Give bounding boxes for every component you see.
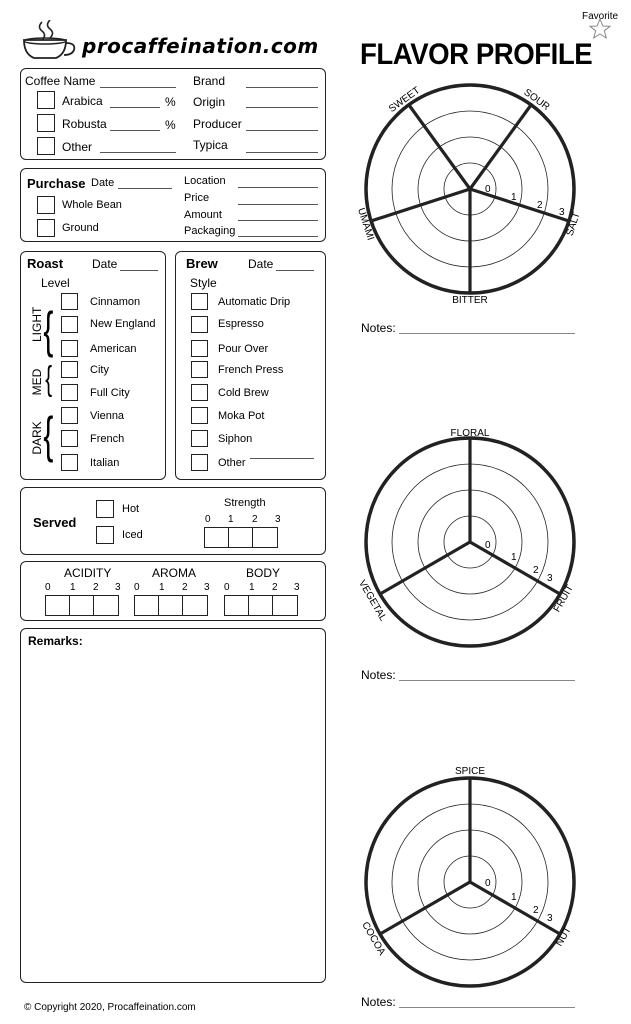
- brew-cold-brew-label: Cold Brew: [218, 387, 269, 399]
- strength-scale-1: 1: [228, 514, 234, 525]
- iced-checkbox[interactable]: [96, 526, 114, 544]
- arabica-label: Arabica: [62, 94, 103, 108]
- roast-new-england-label: New England: [90, 318, 156, 330]
- whole-bean-label: Whole Bean: [62, 199, 122, 211]
- brew-title: Brew: [186, 256, 218, 271]
- logo-text: procaffeination.com: [82, 34, 319, 58]
- packaging-field[interactable]: [238, 236, 318, 237]
- dark-brace: {: [43, 407, 54, 463]
- med-brace: {: [45, 360, 53, 398]
- coffee-name-field[interactable]: [100, 87, 176, 88]
- whole-bean-checkbox[interactable]: [37, 196, 55, 214]
- aroma-scale-0: 0: [134, 582, 140, 593]
- wheel2-label-floral: FLORAL: [450, 428, 490, 439]
- roast-american-label: American: [90, 343, 137, 355]
- roast-city-label: City: [90, 364, 109, 376]
- strength-rating-boxes[interactable]: [204, 527, 278, 548]
- brew-espresso-label: Espresso: [218, 318, 264, 330]
- roast-american-checkbox[interactable]: [61, 340, 78, 357]
- arabica-percent-field[interactable]: [110, 107, 160, 108]
- roast-italian-label: Italian: [90, 457, 120, 469]
- typica-label: Typica: [193, 138, 228, 152]
- location-field[interactable]: [238, 187, 318, 188]
- roast-date-field[interactable]: [120, 270, 158, 271]
- location-label: Location: [184, 175, 226, 187]
- origin-field[interactable]: [246, 107, 318, 108]
- wheel1-scale-2: 2: [537, 200, 543, 211]
- roast-cinnamon-label: Cinnamon: [90, 296, 141, 308]
- roast-group-light: LIGHT: [30, 306, 44, 342]
- wheel2-label-vegetal: VEGETAL: [356, 578, 389, 624]
- brew-pour-over-checkbox[interactable]: [191, 340, 208, 357]
- brew-date-label: Date: [248, 257, 274, 271]
- purchase-date-label: Date: [91, 177, 115, 189]
- roast-title: Roast: [27, 256, 64, 271]
- roast-cinnamon-checkbox[interactable]: [61, 293, 78, 310]
- brew-style-label: Style: [190, 276, 217, 290]
- roast-group-dark: DARK: [30, 421, 44, 455]
- robusta-percent-field[interactable]: [110, 130, 160, 131]
- remarks-title: Remarks:: [28, 634, 83, 648]
- wheel1-scale-0: 0: [485, 184, 491, 195]
- aroma-label: AROMA: [152, 566, 197, 580]
- roast-group-med: MED: [30, 368, 44, 396]
- acidity-scale-2: 2: [93, 582, 99, 593]
- strength-scale-0: 0: [205, 514, 211, 525]
- wheel2-scale-2: 2: [533, 565, 539, 576]
- notes-field-2[interactable]: [399, 680, 575, 681]
- roast-french-checkbox[interactable]: [61, 430, 78, 447]
- hot-label: Hot: [122, 503, 140, 515]
- coffee-name-label: Coffee Name: [25, 74, 96, 88]
- coffee-cup-icon: [20, 20, 82, 62]
- roast-french-label: French: [90, 433, 125, 445]
- brew-date-field[interactable]: [276, 270, 314, 271]
- acidity-scale-3: 3: [115, 582, 121, 593]
- wheel1-scale-3: 3: [559, 207, 565, 218]
- roast-vienna-checkbox[interactable]: [61, 407, 78, 424]
- brand-field[interactable]: [246, 87, 318, 88]
- typica-field[interactable]: [246, 152, 318, 153]
- ground-checkbox[interactable]: [37, 219, 55, 237]
- brew-french-press-label: French Press: [218, 364, 284, 376]
- wheel3-label-nut: NUT: [553, 925, 574, 949]
- producer-field[interactable]: [246, 130, 318, 131]
- other-bean-checkbox[interactable]: [37, 137, 55, 155]
- roast-level-label: Level: [41, 276, 70, 290]
- wheel3-label-cocoa: COCOA: [359, 920, 388, 958]
- other-bean-field[interactable]: [100, 152, 176, 153]
- wheel2-label-fruit: FRUIT: [551, 583, 576, 615]
- brew-moka-pot-checkbox[interactable]: [191, 407, 208, 424]
- ground-label: Ground: [62, 222, 99, 234]
- wheel3-label-spice: SPICE: [454, 766, 486, 777]
- wheel3-scale-1: 1: [511, 892, 517, 903]
- iced-label: Iced: [122, 529, 143, 541]
- body-scale-3: 3: [294, 582, 300, 593]
- robusta-label: Robusta: [62, 117, 107, 131]
- served-title: Served: [33, 515, 77, 530]
- brew-other-checkbox[interactable]: [191, 454, 208, 471]
- strength-scale-2: 2: [252, 514, 258, 525]
- purchase-date-field[interactable]: [118, 188, 172, 189]
- wheel1-label-bitter: BITTER: [452, 295, 488, 306]
- acidity-scale-0: 0: [45, 582, 51, 593]
- aroma-scale-1: 1: [159, 582, 165, 593]
- acidity-rating-boxes[interactable]: [45, 595, 119, 616]
- roast-vienna-label: Vienna: [90, 410, 125, 422]
- arabica-percent-sign: %: [165, 95, 176, 109]
- wheel2-scale-0: 0: [485, 540, 491, 551]
- packaging-label: Packaging: [184, 225, 236, 237]
- notes-label-3: Notes:: [361, 995, 396, 1009]
- amount-label: Amount: [184, 209, 222, 221]
- robusta-checkbox[interactable]: [37, 114, 55, 132]
- origin-label: Origin: [193, 95, 226, 109]
- other-bean-label: Other: [62, 140, 93, 154]
- brew-siphon-label: Siphon: [218, 433, 253, 445]
- robusta-percent-sign: %: [165, 118, 176, 132]
- roast-full-city-label: Full City: [90, 387, 130, 399]
- notes-label-1: Notes:: [361, 321, 396, 335]
- brand-label: Brand: [193, 74, 226, 88]
- purchase-title: Purchase: [27, 176, 86, 191]
- wheel1-label-sour: SOUR: [521, 87, 552, 113]
- roast-italian-checkbox[interactable]: [61, 454, 78, 471]
- brew-pour-over-label: Pour Over: [218, 343, 269, 355]
- wheel3-scale-0: 0: [485, 878, 491, 889]
- wheel1-label-umami: UMAMI: [354, 206, 376, 242]
- aroma-scale-2: 2: [182, 582, 188, 593]
- brew-moka-pot-label: Moka Pot: [218, 410, 265, 422]
- page-title: FLAVOR PROFILE: [360, 38, 593, 71]
- strength-label: Strength: [224, 497, 266, 509]
- flavor-wheel-aroma[interactable]: [340, 424, 610, 654]
- remarks-panel[interactable]: [20, 628, 326, 983]
- roast-city-checkbox[interactable]: [61, 361, 78, 378]
- notes-field-3[interactable]: [399, 1007, 575, 1008]
- amount-field[interactable]: [238, 220, 318, 221]
- aroma-scale-3: 3: [204, 582, 210, 593]
- notes-field-1[interactable]: [399, 333, 575, 334]
- roast-date-label: Date: [92, 257, 118, 271]
- brew-other-label: Other: [218, 457, 246, 469]
- favorite-star-icon[interactable]: [588, 17, 612, 41]
- roast-new-england-checkbox[interactable]: [61, 316, 78, 333]
- brew-cold-brew-checkbox[interactable]: [191, 384, 208, 401]
- price-label: Price: [184, 192, 210, 204]
- light-brace: {: [43, 302, 54, 358]
- brew-automatic-drip-checkbox[interactable]: [191, 293, 208, 310]
- logo: [20, 20, 319, 64]
- wheel1-scale-1: 1: [511, 192, 517, 203]
- body-rating-boxes[interactable]: [224, 595, 298, 616]
- acidity-label: ACIDITY: [64, 566, 112, 580]
- brew-automatic-drip-label: Automatic Drip: [218, 296, 291, 308]
- brew-other-field[interactable]: [250, 458, 314, 459]
- wheel2-scale-3: 3: [547, 573, 553, 584]
- wheel1-label-salt: SALT: [564, 210, 583, 238]
- aroma-rating-boxes[interactable]: [134, 595, 208, 616]
- producer-label: Producer: [193, 117, 242, 131]
- body-scale-2: 2: [272, 582, 278, 593]
- flavor-wheel-notes[interactable]: [340, 764, 610, 994]
- wheel2-scale-1: 1: [511, 552, 517, 563]
- brew-french-press-checkbox[interactable]: [191, 361, 208, 378]
- body-scale-1: 1: [249, 582, 255, 593]
- flavor-wheel-taste[interactable]: [340, 82, 610, 312]
- notes-label-2: Notes:: [361, 668, 396, 682]
- acidity-scale-1: 1: [70, 582, 76, 593]
- wheel1-label-sweet: SWEET: [386, 85, 423, 115]
- strength-scale-3: 3: [275, 514, 281, 525]
- body-scale-0: 0: [224, 582, 230, 593]
- brew-siphon-checkbox[interactable]: [191, 430, 208, 447]
- hot-checkbox[interactable]: [96, 500, 114, 518]
- roast-full-city-checkbox[interactable]: [61, 384, 78, 401]
- wheel3-scale-3: 3: [547, 913, 553, 924]
- brew-espresso-checkbox[interactable]: [191, 316, 208, 333]
- body-label: BODY: [246, 566, 281, 580]
- arabica-checkbox[interactable]: [37, 91, 55, 109]
- wheel3-scale-2: 2: [533, 905, 539, 916]
- favorite-label: Favorite: [582, 11, 619, 22]
- price-field[interactable]: [238, 204, 318, 205]
- copyright: © Copyright 2020, Procaffeination.com: [24, 1002, 196, 1013]
